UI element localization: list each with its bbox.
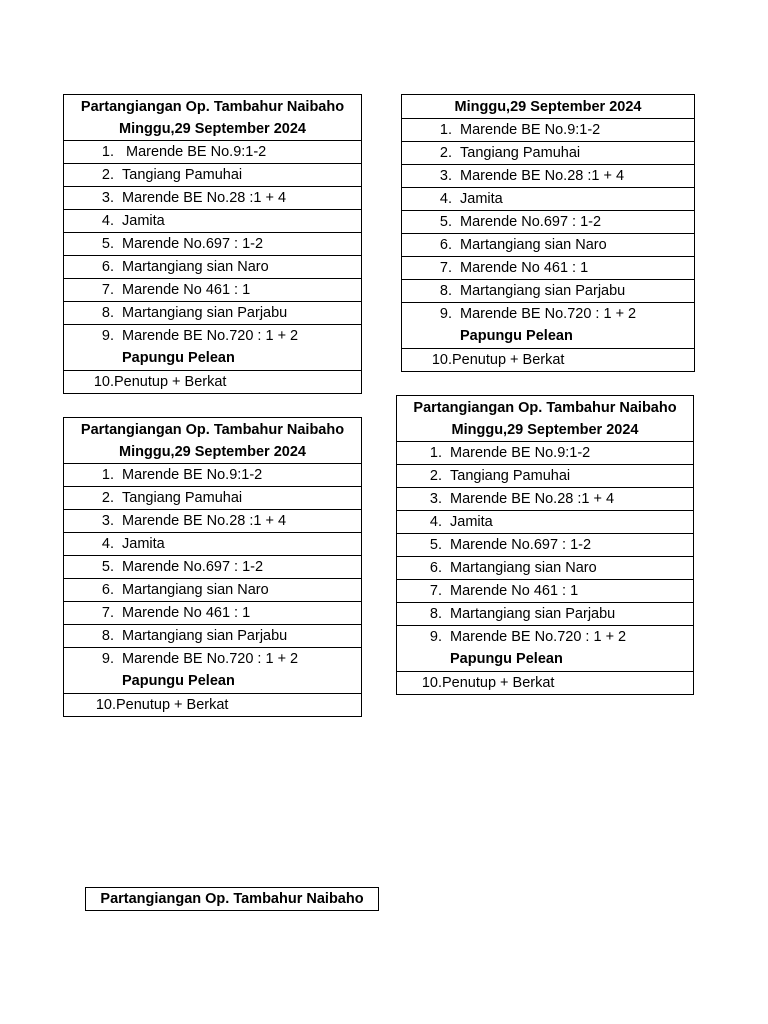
item-text: Marende No 461 : 1 — [122, 605, 251, 621]
list-item — [64, 371, 361, 394]
list-item — [402, 280, 694, 303]
item-number: 6. — [101, 259, 114, 275]
list-item — [64, 625, 361, 648]
program-date: Minggu,29 September 2024 — [119, 121, 306, 137]
item-text: Marende BE No.720 : 1 + 2 — [460, 306, 637, 322]
program-date: Minggu,29 September 2024 — [454, 99, 642, 115]
list-item — [397, 488, 693, 511]
list-item — [64, 164, 361, 187]
program-title: Partangiangan Op. Tambahur Naibaho — [413, 400, 677, 416]
program-header — [64, 95, 361, 141]
item-number: 10. — [431, 352, 452, 368]
item-text: Marende No.697 : 1-2 — [122, 236, 264, 252]
item-text: Marende BE No.9:1-2 — [460, 122, 601, 138]
item-text: Marende BE No.720 : 1 + 2 — [450, 629, 627, 645]
list-item — [402, 188, 694, 211]
item-number: 3. — [101, 190, 114, 206]
list-item — [64, 533, 361, 556]
item-number: 1. — [429, 445, 442, 461]
item-number: 5. — [439, 214, 452, 230]
list-item — [397, 442, 693, 465]
list-item — [64, 579, 361, 602]
program-card-top-left — [63, 94, 362, 394]
list-item — [64, 141, 361, 164]
list-item — [64, 694, 361, 717]
item-text: Marende BE No.9:1-2 — [126, 144, 267, 160]
program-title: Partangiangan Op. Tambahur Naibaho — [100, 891, 364, 907]
item-number: 10. — [95, 697, 116, 713]
item-number: 5. — [101, 236, 114, 252]
item-text: Penutup + Berkat — [452, 352, 565, 368]
item-number: 3. — [429, 491, 442, 507]
item-number: 1. — [101, 467, 114, 483]
item-number: 9. — [439, 306, 452, 322]
item-number: 8. — [429, 606, 442, 622]
item-subtext: Papungu Pelean — [460, 328, 573, 344]
item-text: Marende No.697 : 1-2 — [122, 559, 264, 575]
list-item — [64, 325, 361, 371]
list-item — [64, 187, 361, 210]
item-subtext: Papungu Pelean — [122, 673, 235, 689]
list-item — [402, 211, 694, 234]
item-text: Marende BE No.9:1-2 — [122, 467, 263, 483]
item-text: Tangiang Pamuhai — [450, 468, 571, 484]
item-text: Marende No.697 : 1-2 — [450, 537, 592, 553]
list-item — [64, 556, 361, 579]
list-item — [397, 603, 693, 626]
list-item — [64, 279, 361, 302]
program-date: Minggu,29 September 2024 — [119, 444, 306, 460]
item-number: 3. — [101, 513, 114, 529]
item-text: Penutup + Berkat — [116, 697, 229, 713]
item-text: Jamita — [450, 514, 493, 530]
item-number: 6. — [439, 237, 452, 253]
item-text: Martangiang sian Parjabu — [450, 606, 616, 622]
list-item — [402, 303, 694, 349]
list-item — [64, 302, 361, 325]
item-number: 7. — [101, 282, 114, 298]
item-text: Tangiang Pamuhai — [460, 145, 581, 161]
list-item — [64, 210, 361, 233]
item-number: 4. — [101, 213, 114, 229]
item-number: 8. — [101, 628, 114, 644]
program-date: Minggu,29 September 2024 — [451, 422, 639, 438]
item-text: Martangiang sian Parjabu — [122, 305, 288, 321]
item-number: 5. — [101, 559, 114, 575]
program-header — [397, 396, 693, 442]
list-item — [402, 234, 694, 257]
list-item — [402, 165, 694, 188]
item-number: 2. — [101, 490, 114, 506]
list-item — [402, 349, 694, 372]
program-header — [64, 418, 361, 464]
list-item — [397, 511, 693, 534]
item-text: Martangiang sian Naro — [450, 560, 597, 576]
item-number: 9. — [101, 328, 114, 344]
item-number: 4. — [439, 191, 452, 207]
list-item — [397, 534, 693, 557]
list-item — [64, 233, 361, 256]
item-number: 7. — [429, 583, 442, 599]
list-item — [397, 465, 693, 488]
item-number: 2. — [439, 145, 452, 161]
list-item — [64, 602, 361, 625]
item-number: 7. — [101, 605, 114, 621]
item-number: 10. — [93, 374, 114, 390]
item-number: 3. — [439, 168, 452, 184]
list-item — [397, 672, 693, 695]
program-card-middle-left — [63, 417, 362, 717]
item-text: Marende BE No.9:1-2 — [450, 445, 591, 461]
item-number: 9. — [101, 651, 114, 667]
item-number: 9. — [429, 629, 442, 645]
list-item — [397, 557, 693, 580]
program-title: Partangiangan Op. Tambahur Naibaho — [80, 422, 345, 438]
program-header — [402, 95, 694, 119]
item-subtext: Papungu Pelean — [450, 651, 563, 667]
list-item — [397, 580, 693, 603]
item-text: Martangiang sian Naro — [460, 237, 607, 253]
item-text: Jamita — [460, 191, 503, 207]
item-number: 5. — [429, 537, 442, 553]
item-number: 8. — [101, 305, 114, 321]
item-text: Marende BE No.28 :1 + 4 — [122, 513, 287, 529]
item-text: Jamita — [122, 213, 165, 229]
item-number: 1. — [101, 144, 114, 160]
item-text: Tangiang Pamuhai — [122, 490, 243, 506]
item-text: Martangiang sian Parjabu — [460, 283, 626, 299]
list-item — [402, 257, 694, 280]
item-number: 2. — [101, 167, 114, 183]
item-number: 6. — [429, 560, 442, 576]
item-number: 4. — [429, 514, 442, 530]
item-number: 7. — [439, 260, 452, 276]
item-text: Marende BE No.720 : 1 + 2 — [122, 328, 299, 344]
program-card-middle-right — [396, 395, 694, 695]
item-text: Marende BE No.720 : 1 + 2 — [122, 651, 299, 667]
list-item — [402, 119, 694, 142]
item-text: Jamita — [122, 536, 165, 552]
item-text: Marende No 461 : 1 — [450, 583, 579, 599]
item-text: Penutup + Berkat — [114, 374, 227, 390]
item-text: Martangiang sian Naro — [122, 259, 269, 275]
item-number: 8. — [439, 283, 452, 299]
orphan-title-box — [85, 887, 379, 911]
item-text: Marende No 461 : 1 — [460, 260, 589, 276]
item-number: 2. — [429, 468, 442, 484]
item-text: Marende BE No.28 :1 + 4 — [460, 168, 625, 184]
program-title: Partangiangan Op. Tambahur Naibaho — [80, 99, 345, 115]
item-subtext: Papungu Pelean — [122, 350, 235, 366]
list-item — [64, 487, 361, 510]
item-number: 1. — [439, 122, 452, 138]
program-card-top-right — [401, 94, 695, 372]
item-number: 4. — [101, 536, 114, 552]
item-text: Penutup + Berkat — [442, 675, 555, 691]
list-item — [64, 256, 361, 279]
list-item — [397, 626, 693, 672]
item-text: Marende No.697 : 1-2 — [460, 214, 602, 230]
item-text: Marende BE No.28 :1 + 4 — [450, 491, 615, 507]
item-text: Marende BE No.28 :1 + 4 — [122, 190, 287, 206]
list-item — [64, 648, 361, 694]
item-text: Martangiang sian Parjabu — [122, 628, 288, 644]
item-text: Marende No 461 : 1 — [122, 282, 251, 298]
list-item — [64, 464, 361, 487]
list-item — [64, 510, 361, 533]
item-number: 6. — [101, 582, 114, 598]
item-text: Martangiang sian Naro — [122, 582, 269, 598]
list-item — [402, 142, 694, 165]
item-number: 10. — [421, 675, 442, 691]
item-text: Tangiang Pamuhai — [122, 167, 243, 183]
